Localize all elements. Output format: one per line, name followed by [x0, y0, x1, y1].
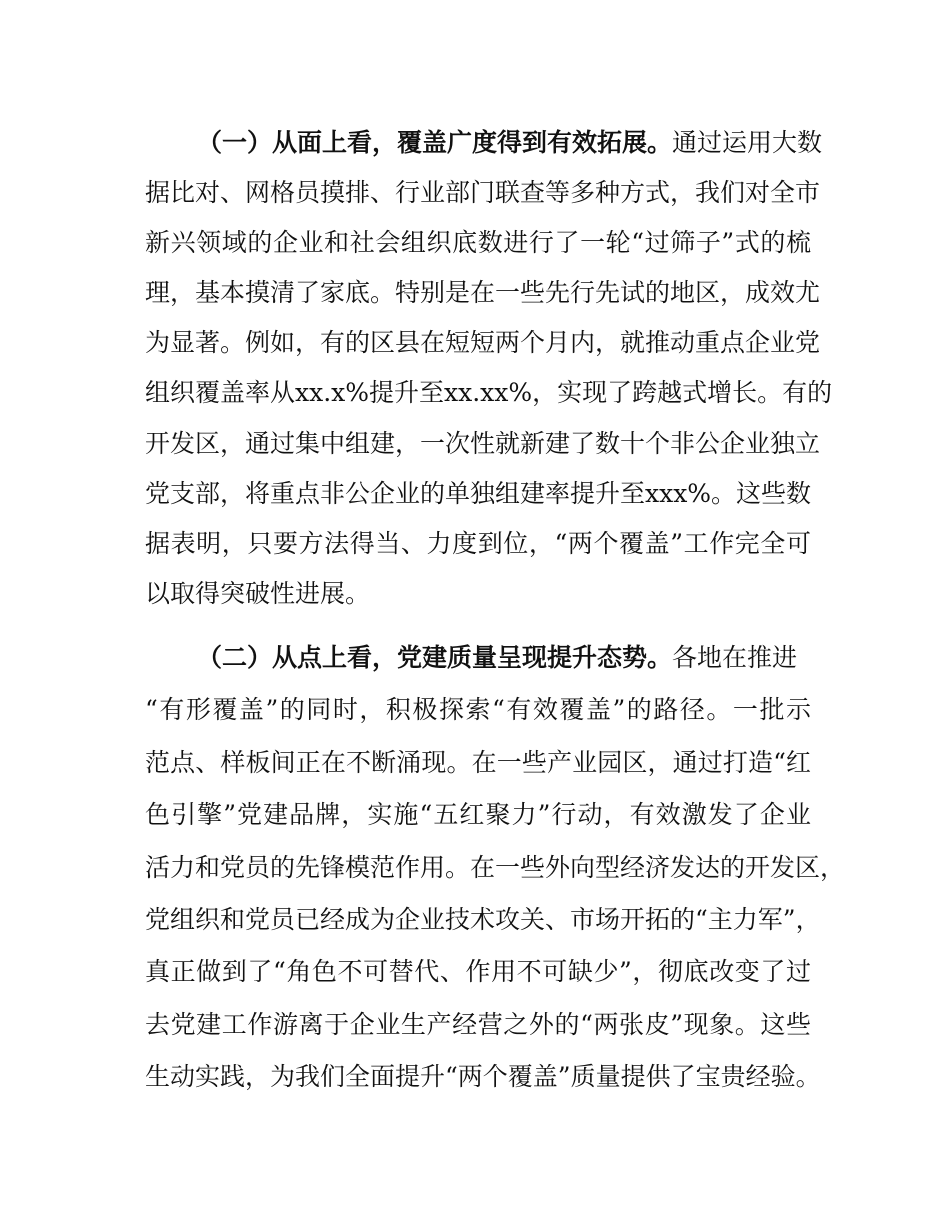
paragraph-line: 为显著。例如，有的区县在短短两个月内，就推动重点企业党	[145, 328, 821, 358]
line-text: 通过运用大数	[672, 128, 823, 157]
paragraph-line: 据比对、网格员摸排、行业部门联查等多种方式，我们对全市	[145, 178, 821, 208]
paragraph-line: 色引擎”党建品牌，实施“五红聚力”行动，有效激发了企业	[145, 800, 811, 830]
section-heading: （一）从面上看，覆盖广度得到有效拓展。	[197, 128, 673, 157]
paragraph-line: 真正做到了“角色不可替代、作用不可缺少”，彻底改变了过	[145, 957, 811, 987]
paragraph-line: 党支部，将重点非公企业的单独组建率提升至xxx%。这些数	[145, 478, 812, 508]
paragraph-line: 党组织和党员已经成为企业技术攻关、市场开拓的“主力军”，	[145, 904, 821, 934]
paragraph-line: 组织覆盖率从xx.x%提升至xx.xx%，实现了跨越式增长。有的	[145, 378, 833, 408]
paragraph-line	[145, 632, 811, 684]
paragraph-line: “有形覆盖”的同时，积极探索“有效覆盖”的路径。一批示	[145, 695, 811, 725]
line-text: 各地在推进	[672, 643, 798, 672]
paragraph-2	[145, 632, 846, 1104]
paragraph-line: 活力和党员的先锋模范作用。在一些外向型经济发达的开发区，	[145, 852, 846, 882]
paragraph-1	[145, 118, 833, 619]
paragraph-line: 范点、样板间正在不断涌现。在一些产业园区，通过打造“红	[145, 747, 811, 777]
paragraph-line	[145, 118, 823, 168]
section-heading: （二）从点上看，党建质量呈现提升态势。	[197, 643, 673, 672]
paragraph-line: 生动实践，为我们全面提升“两个覆盖”质量提供了宝贵经验。	[145, 1062, 821, 1092]
paragraph-line: 去党建工作游离于企业生产经营之外的“两张皮”现象。这些	[145, 1009, 811, 1039]
paragraph-line: 新兴领域的企业和社会组织底数进行了一轮“过筛子”式的梳	[145, 228, 811, 258]
paragraph-line: 以取得突破性进展。	[145, 578, 371, 608]
paragraph-line: 理，基本摸清了家底。特别是在一些先行先试的地区，成效尤	[145, 278, 821, 308]
paragraph-line: 据表明，只要方法得当、力度到位，“两个覆盖”工作完全可	[145, 528, 811, 558]
paragraph-line: 开发区，通过集中组建，一次性就新建了数十个非公企业独立	[145, 428, 821, 458]
